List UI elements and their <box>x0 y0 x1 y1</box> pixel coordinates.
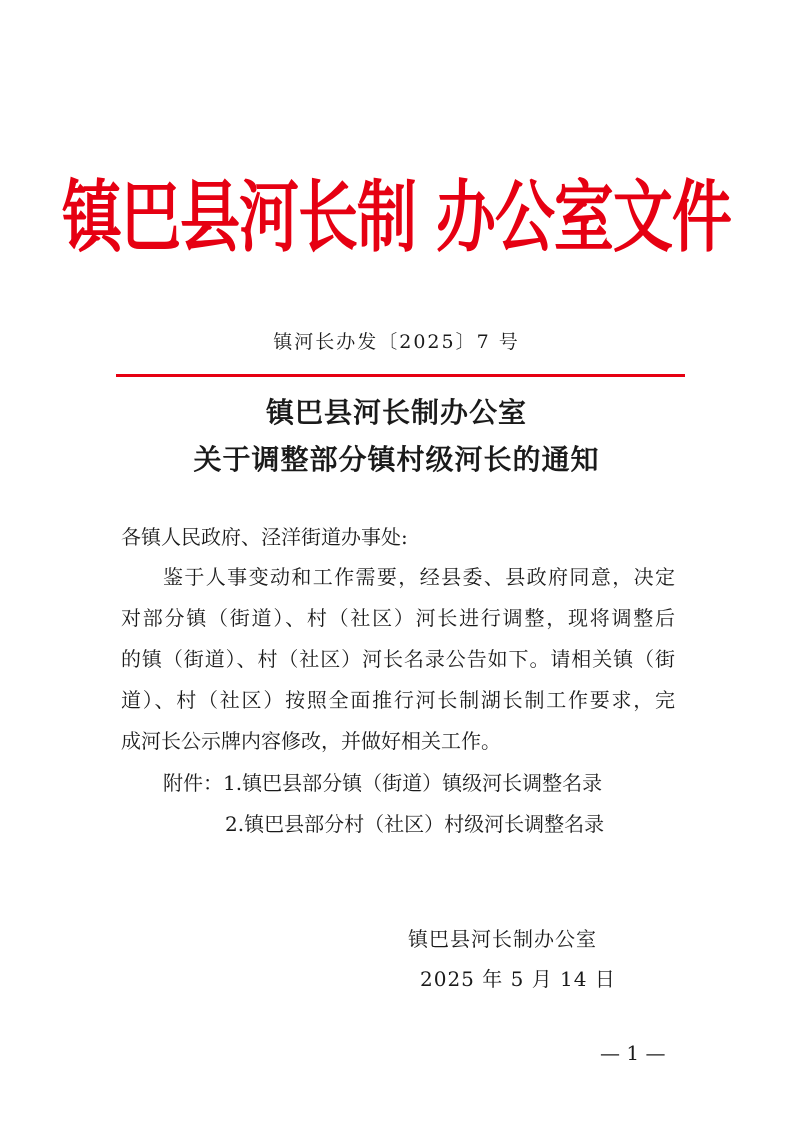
red-divider-line <box>116 374 685 377</box>
body-paragraph-line: 鉴于人事变动和工作需要，经县委、县政府同意，决定 <box>163 565 675 589</box>
document-masthead: 镇巴县河长制 办公室文件 <box>62 172 731 264</box>
notice-title-line-1: 镇巴县河长制办公室 <box>265 396 527 429</box>
salutation: 各镇人民政府、泾洋街道办事处: <box>121 525 408 549</box>
document-number: 镇河长办发〔2025〕7 号 <box>273 331 520 353</box>
issue-date: 2025 年 5 月 14 日 <box>420 967 616 991</box>
body-paragraph-line: 成河长公示牌内容修改，并做好相关工作。 <box>121 729 501 753</box>
page-number: — 1 — <box>600 1041 666 1065</box>
body-paragraph-line: 对部分镇（街道）、村（社区）河长进行调整，现将调整后 <box>121 606 675 630</box>
body-paragraph-line: 道）、村（社区）按照全面推行河长制湖长制工作要求，完 <box>121 688 675 712</box>
body-paragraph-line: 的镇（街道）、村（社区）河长名录公告如下。请相关镇（街 <box>121 647 675 671</box>
attachment-item-1: 附件：1.镇巴县部分镇（街道）镇级河长调整名录 <box>163 771 603 795</box>
notice-title-line-2: 关于调整部分镇村级河长的通知 <box>193 443 600 476</box>
attachment-item-2: 2.镇巴县部分村（社区）村级河长调整名录 <box>225 812 605 836</box>
issuer-signature: 镇巴县河长制办公室 <box>408 927 597 951</box>
